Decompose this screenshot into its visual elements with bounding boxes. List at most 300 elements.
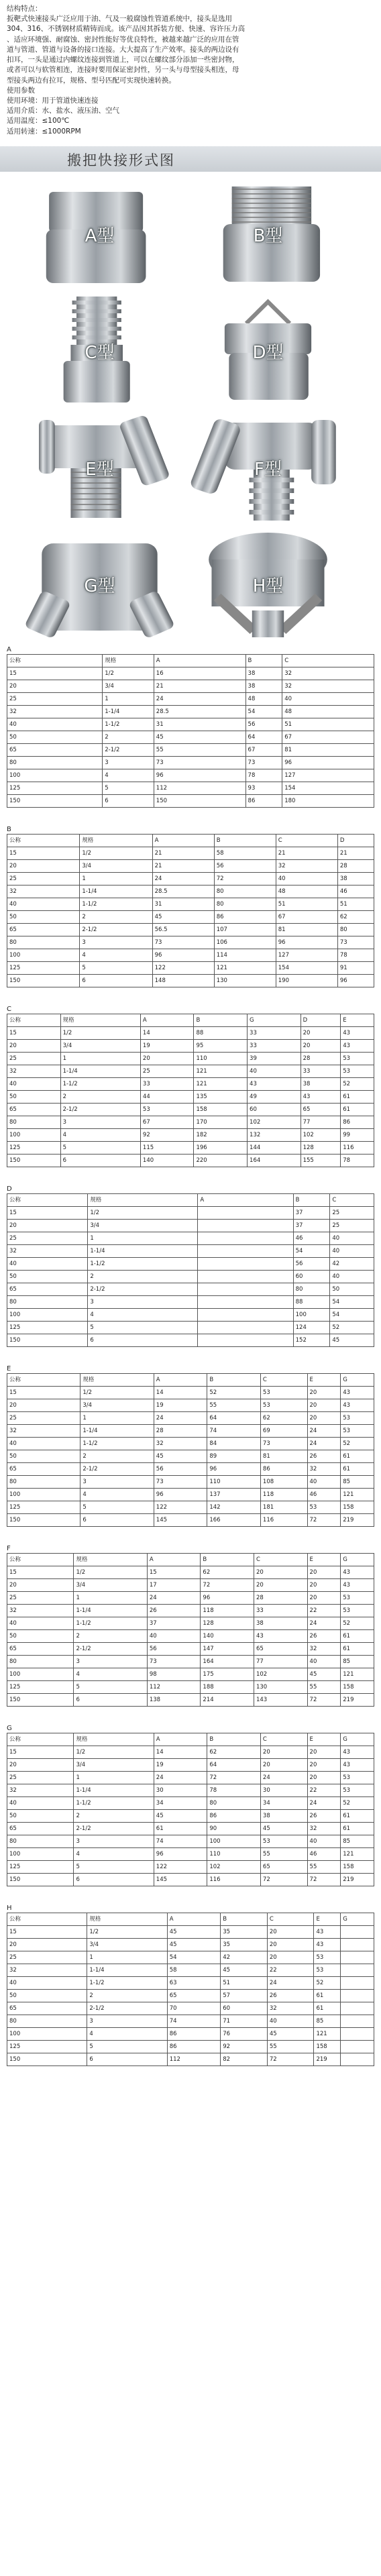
- table-cell: 20: [307, 1399, 341, 1411]
- table-cell: 67: [276, 910, 337, 923]
- table-cell: 3/4: [87, 1938, 167, 1951]
- table-cell: 32: [7, 885, 80, 898]
- table-row: [7, 794, 374, 807]
- table-row: [7, 1103, 374, 1116]
- table-header-cell: A: [167, 1913, 221, 1925]
- table-cell: [198, 1295, 293, 1308]
- table-cell: [198, 1257, 293, 1270]
- table-cell: 3: [74, 1835, 154, 1847]
- table-cell: 67: [246, 743, 282, 756]
- table-row: [7, 1989, 374, 2002]
- table-header-cell: A: [154, 1373, 207, 1386]
- table-cell: 93: [246, 782, 282, 794]
- table-cell: 102: [248, 1116, 301, 1128]
- table-cell: 38: [260, 1809, 307, 1822]
- table-cell: 116: [341, 1141, 374, 1154]
- table-row: [7, 1668, 374, 1680]
- connector-type-label: C型: [85, 342, 115, 363]
- table-cell: 102: [254, 1668, 307, 1680]
- table-cell: 33: [248, 1026, 301, 1039]
- table-cell: 114: [214, 949, 276, 961]
- table-cell: 40: [7, 1257, 88, 1270]
- table-cell: 24: [154, 1411, 207, 1424]
- table-cell: 188: [201, 1680, 254, 1693]
- table-cell: 39: [248, 1052, 301, 1065]
- connector-type-lever-thread-image: [20, 413, 179, 522]
- connector-type-hose-plain-image: [20, 297, 179, 405]
- table-cell: 50: [7, 1629, 74, 1642]
- spec-table-title: B: [7, 825, 11, 833]
- table-row: [7, 872, 374, 885]
- table-cell: 56: [147, 1642, 201, 1655]
- table-cell: 144: [248, 1141, 301, 1154]
- table-cell: [198, 1219, 293, 1232]
- table-row: [7, 1039, 374, 1052]
- table-cell: 158: [194, 1103, 248, 1116]
- table-cell: 52: [341, 1437, 374, 1450]
- table-cell: 86: [341, 1116, 374, 1128]
- table-cell: 24: [267, 1976, 314, 1989]
- table-cell: 73: [154, 756, 246, 769]
- table-cell: 20: [307, 1411, 341, 1424]
- table-cell: 32: [7, 1244, 88, 1257]
- table-cell: 150: [7, 1873, 74, 1886]
- table-header-row: [7, 1733, 374, 1746]
- table-header-cell: B: [194, 1014, 248, 1026]
- table-cell: 20: [140, 1052, 194, 1065]
- table-cell: 182: [194, 1128, 248, 1141]
- table-cell: 32: [282, 680, 374, 692]
- table-cell: 6: [88, 1334, 198, 1346]
- table-cell: 20: [7, 1039, 61, 1052]
- table-cell: 80: [7, 1835, 74, 1847]
- table-cell: 42: [330, 1257, 374, 1270]
- table-row: [7, 1116, 374, 1128]
- table-cell: 150: [7, 1154, 61, 1167]
- spec-table-title: E: [7, 1364, 11, 1373]
- table-cell: 25: [7, 1951, 87, 1964]
- table-cell: 72: [214, 872, 276, 885]
- table-cell: 96: [276, 936, 337, 949]
- table-cell: 54: [167, 1951, 221, 1964]
- table-cell: 32: [276, 859, 337, 872]
- spec-table-section-f: [7, 1544, 374, 1707]
- table-cell: 73: [152, 936, 214, 949]
- table-cell: 158: [341, 1860, 374, 1873]
- table-cell: 20: [301, 1039, 341, 1052]
- table-cell: 24: [147, 1591, 201, 1604]
- table-cell: 140: [140, 1154, 194, 1167]
- table-cell: 45: [152, 910, 214, 923]
- table-row: [7, 1617, 374, 1629]
- table-cell: 100: [293, 1308, 330, 1321]
- spec-table-section-e: [7, 1364, 374, 1527]
- table-cell: 65: [254, 1642, 307, 1655]
- table-cell: 154: [282, 782, 374, 794]
- table-cell: 100: [7, 2027, 87, 2040]
- table-cell: 26: [147, 1604, 201, 1617]
- table-cell: 100: [7, 769, 103, 782]
- table-cell: 1: [103, 692, 154, 705]
- table-header-cell: A: [154, 1733, 207, 1746]
- table-header-cell: 公称: [7, 834, 80, 847]
- table-cell: 214: [201, 1693, 254, 1706]
- table-cell: 130: [254, 1680, 307, 1693]
- table-header-cell: E: [307, 1733, 341, 1746]
- table-cell: 15: [7, 1566, 74, 1578]
- table-cell: 40: [307, 1835, 341, 1847]
- table-cell: 148: [152, 974, 214, 987]
- table-cell: 5: [60, 1141, 140, 1154]
- table-cell: 1: [74, 1771, 154, 1784]
- table-cell: 38: [246, 667, 282, 680]
- table-cell: 16: [154, 667, 246, 680]
- table-cell: 1/2: [74, 1566, 147, 1578]
- table-row: [7, 731, 374, 743]
- table-cell: 52: [207, 1386, 261, 1399]
- table-cell: 50: [7, 1450, 80, 1462]
- connector-type-label: G型: [84, 576, 115, 596]
- table-row: [7, 680, 374, 692]
- table-row: [7, 1488, 374, 1501]
- table-cell: 32: [7, 1784, 74, 1796]
- table-row: [7, 1128, 374, 1141]
- table-cell: 37: [147, 1617, 201, 1629]
- spec-table: [7, 1913, 374, 2066]
- table-row: [7, 974, 374, 987]
- table-header-cell: E: [307, 1553, 341, 1566]
- table-cell: 25: [140, 1065, 194, 1077]
- table-cell: 65: [7, 743, 103, 756]
- table-cell: 145: [154, 1513, 207, 1526]
- table-cell: 2: [88, 1270, 198, 1283]
- table-cell: 44: [140, 1090, 194, 1103]
- table-cell: 88: [293, 1295, 330, 1308]
- table-cell: 69: [260, 1424, 307, 1437]
- table-cell: [198, 1283, 293, 1295]
- table-cell: 61: [341, 1629, 374, 1642]
- table-row: [7, 1090, 374, 1103]
- table-cell: 46: [307, 1847, 341, 1860]
- table-cell: 25: [7, 692, 103, 705]
- table-cell: 61: [341, 1450, 374, 1462]
- table-row: [7, 1951, 374, 1964]
- table-cell: 19: [154, 1399, 207, 1411]
- table-row: [7, 2015, 374, 2027]
- table-cell: 80: [7, 1475, 80, 1488]
- table-cell: 96: [154, 1488, 207, 1501]
- table-cell: 40: [248, 1065, 301, 1077]
- table-header-cell: A: [152, 834, 214, 847]
- intro-line: 扳靶式快速接头广泛应用于油、气及一般腐蚀性管道系统中，接头是选用: [7, 15, 232, 23]
- table-cell: 40: [307, 1475, 341, 1488]
- table-cell: 62: [337, 910, 374, 923]
- connector-type-label: F型: [254, 459, 282, 480]
- table-cell: 48: [282, 705, 374, 718]
- table-cell: 58: [214, 847, 276, 859]
- table-header-cell: D: [337, 834, 374, 847]
- table-header-row: [7, 834, 374, 847]
- intro-line: 或者可以与软管相连，连接时要用保证密封性，另一头与母型接头相连，母: [7, 66, 239, 74]
- table-header-row: [7, 654, 374, 667]
- table-cell: 89: [207, 1450, 261, 1462]
- table-header-cell: C: [260, 1373, 307, 1386]
- table-header-cell: 规格: [87, 1913, 167, 1925]
- table-cell: 61: [341, 1462, 374, 1475]
- table-cell: 40: [7, 1617, 74, 1629]
- table-row: [7, 2040, 374, 2053]
- table-cell: 32: [7, 705, 103, 718]
- table-cell: 40: [330, 1244, 374, 1257]
- table-cell: 219: [314, 2053, 341, 2065]
- table-cell: 45: [260, 1822, 307, 1835]
- table-row: [7, 1232, 374, 1244]
- table-cell: 147: [201, 1642, 254, 1655]
- table-cell: [341, 1938, 374, 1951]
- table-header-cell: G: [341, 1733, 374, 1746]
- table-cell: 53: [314, 1951, 341, 1964]
- table-cell: 81: [260, 1450, 307, 1462]
- table-header-cell: D: [301, 1014, 341, 1026]
- table-header-cell: B: [201, 1553, 254, 1566]
- table-cell: 55: [260, 1847, 307, 1860]
- table-header-cell: 规格: [74, 1733, 154, 1746]
- table-cell: 80: [7, 936, 80, 949]
- table-cell: 20: [260, 1746, 307, 1758]
- table-header-cell: C: [267, 1913, 314, 1925]
- table-header-cell: 公称: [7, 1553, 74, 1566]
- table-cell: 72: [207, 1771, 261, 1784]
- table-cell: 92: [140, 1128, 194, 1141]
- table-cell: 20: [307, 1566, 341, 1578]
- table-cell: 4: [87, 2027, 167, 2040]
- table-header-cell: A: [140, 1014, 194, 1026]
- table-cell: 81: [282, 743, 374, 756]
- table-cell: 35: [221, 1938, 268, 1951]
- table-cell: 22: [307, 1604, 341, 1617]
- table-cell: 2: [74, 1629, 147, 1642]
- table-cell: 53: [260, 1386, 307, 1399]
- table-row: [7, 1784, 374, 1796]
- table-row: [7, 1578, 374, 1591]
- table-header-cell: 规格: [74, 1553, 147, 1566]
- table-cell: 121: [214, 961, 276, 974]
- table-row: [7, 1411, 374, 1424]
- table-cell: 25: [7, 1411, 80, 1424]
- table-cell: 72: [307, 1693, 341, 1706]
- table-cell: 86: [167, 2027, 221, 2040]
- table-cell: 155: [301, 1154, 341, 1167]
- table-row: [7, 1655, 374, 1668]
- table-cell: [341, 2015, 374, 2027]
- spec-table: [7, 1014, 374, 1167]
- table-cell: 125: [7, 961, 80, 974]
- table-cell: 48: [276, 885, 337, 898]
- table-cell: 67: [282, 731, 374, 743]
- table-cell: 1: [87, 1951, 167, 1964]
- table-cell: 60: [293, 1270, 330, 1283]
- table-cell: 54: [330, 1308, 374, 1321]
- banner-title: 搬把快接形式图: [67, 152, 175, 168]
- table-row: [7, 936, 374, 949]
- table-cell: 53: [341, 1424, 374, 1437]
- table-header-row: [7, 1553, 374, 1566]
- table-cell: 20: [307, 1591, 341, 1604]
- table-cell: 125: [7, 1141, 61, 1154]
- table-cell: 1-1/4: [80, 885, 152, 898]
- table-cell: 45: [167, 1925, 221, 1938]
- table-cell: 4: [80, 1488, 154, 1501]
- table-cell: 1/2: [80, 1386, 154, 1399]
- table-cell: 35: [221, 1925, 268, 1938]
- table-cell: 53: [341, 1604, 374, 1617]
- table-cell: 3/4: [60, 1039, 140, 1052]
- table-header-cell: C: [330, 1193, 374, 1206]
- table-cell: 20: [307, 1758, 341, 1771]
- table-cell: 65: [7, 923, 80, 936]
- table-cell: 6: [80, 1513, 154, 1526]
- table-cell: 50: [330, 1283, 374, 1295]
- table-cell: 125: [7, 1321, 88, 1334]
- table-header-row: [7, 1014, 374, 1026]
- table-cell: 28: [254, 1591, 307, 1604]
- intro-line: 适用温度：≤100℃: [7, 117, 70, 125]
- table-row: [7, 1847, 374, 1860]
- table-cell: 32: [7, 1604, 74, 1617]
- table-cell: 219: [341, 1693, 374, 1706]
- table-row: [7, 1758, 374, 1771]
- table-cell: 22: [307, 1784, 341, 1796]
- table-cell: 116: [207, 1873, 261, 1886]
- table-cell: 65: [7, 1462, 80, 1475]
- table-cell: 65: [260, 1860, 307, 1873]
- spec-table-section-b: [7, 825, 374, 987]
- spec-table-title: C: [7, 1005, 11, 1013]
- spec-table: [7, 1193, 374, 1347]
- table-cell: [198, 1308, 293, 1321]
- spec-table-title: A: [7, 645, 11, 653]
- table-header-cell: C: [276, 834, 337, 847]
- table-cell: [341, 1964, 374, 1976]
- table-cell: 52: [341, 1077, 374, 1090]
- table-cell: 84: [207, 1437, 261, 1450]
- table-cell: 158: [341, 1501, 374, 1513]
- table-cell: 63: [167, 1976, 221, 1989]
- table-header-cell: B: [246, 654, 282, 667]
- table-cell: 1/2: [103, 667, 154, 680]
- table-cell: 85: [314, 2015, 341, 2027]
- table-row: [7, 1938, 374, 1951]
- table-cell: 219: [341, 1873, 374, 1886]
- connector-type-lever-hose-image: [188, 413, 347, 522]
- table-cell: [341, 2040, 374, 2053]
- table-cell: 3: [60, 1116, 140, 1128]
- table-cell: 5: [88, 1321, 198, 1334]
- table-cell: 2-1/2: [87, 2002, 167, 2015]
- table-cell: 86: [167, 2040, 221, 2053]
- table-cell: 43: [301, 1090, 341, 1103]
- table-cell: 25: [7, 1771, 74, 1784]
- table-cell: 30: [260, 1784, 307, 1796]
- table-cell: 48: [246, 692, 282, 705]
- table-cell: 50: [7, 731, 103, 743]
- table-cell: 51: [282, 718, 374, 731]
- table-row: [7, 1399, 374, 1411]
- table-cell: 145: [154, 1873, 207, 1886]
- table-cell: 54: [246, 705, 282, 718]
- table-cell: 15: [7, 847, 80, 859]
- table-cell: 61: [341, 1822, 374, 1835]
- table-cell: 86: [207, 1809, 261, 1822]
- table-cell: 20: [7, 1219, 88, 1232]
- spec-table: [7, 1733, 374, 1886]
- table-cell: 20: [307, 1771, 341, 1784]
- table-header-cell: 规格: [80, 834, 152, 847]
- table-cell: 15: [7, 1746, 74, 1758]
- table-row: [7, 885, 374, 898]
- table-row: [7, 1257, 374, 1270]
- table-cell: 80: [207, 1796, 261, 1809]
- table-cell: 1: [88, 1232, 198, 1244]
- table-cell: 37: [293, 1206, 330, 1219]
- table-cell: 1-1/4: [80, 1424, 154, 1437]
- table-cell: 85: [341, 1655, 374, 1668]
- table-cell: 24: [260, 1771, 307, 1784]
- table-cell: 125: [7, 1680, 74, 1693]
- table-cell: 43: [254, 1629, 307, 1642]
- table-cell: 28: [301, 1052, 341, 1065]
- table-cell: 72: [201, 1578, 254, 1591]
- table-cell: 25: [330, 1206, 374, 1219]
- table-cell: 96: [282, 756, 374, 769]
- table-cell: [341, 1976, 374, 1989]
- table-cell: 31: [152, 898, 214, 910]
- table-row: [7, 1680, 374, 1693]
- table-row: [7, 1976, 374, 1989]
- table-cell: 95: [194, 1039, 248, 1052]
- table-row: [7, 1693, 374, 1706]
- spec-table-section-c: [7, 1005, 374, 1167]
- table-header-cell: C: [254, 1553, 307, 1566]
- table-cell: 3: [103, 756, 154, 769]
- table-cell: 100: [7, 1308, 88, 1321]
- table-header-cell: 规格: [88, 1193, 198, 1206]
- table-cell: 1/2: [87, 1925, 167, 1938]
- table-row: [7, 1295, 374, 1308]
- table-cell: 76: [221, 2027, 268, 2040]
- table-cell: 42: [221, 1951, 268, 1964]
- table-row: [7, 2053, 374, 2065]
- table-cell: 28: [154, 1424, 207, 1437]
- table-row: [7, 1746, 374, 1758]
- table-cell: 85: [341, 1475, 374, 1488]
- table-cell: 20: [7, 1758, 74, 1771]
- table-cell: 5: [80, 1501, 154, 1513]
- table-row: [7, 1308, 374, 1321]
- table-cell: 110: [194, 1052, 248, 1065]
- table-cell: 3/4: [80, 1399, 154, 1411]
- intro-line: 型接头两边有拉耳，规格、型号匹配可实现快速转换。: [7, 76, 176, 85]
- table-cell: 45: [307, 1668, 341, 1680]
- table-cell: 32: [7, 1065, 61, 1077]
- table-cell: 67: [140, 1116, 194, 1128]
- spec-table-title: G: [7, 1724, 12, 1732]
- table-cell: 80: [7, 2015, 87, 2027]
- spec-table-section-g: [7, 1724, 374, 1886]
- spec-table-title: H: [7, 1904, 12, 1912]
- table-cell: [341, 2053, 374, 2065]
- table-cell: 64: [246, 731, 282, 743]
